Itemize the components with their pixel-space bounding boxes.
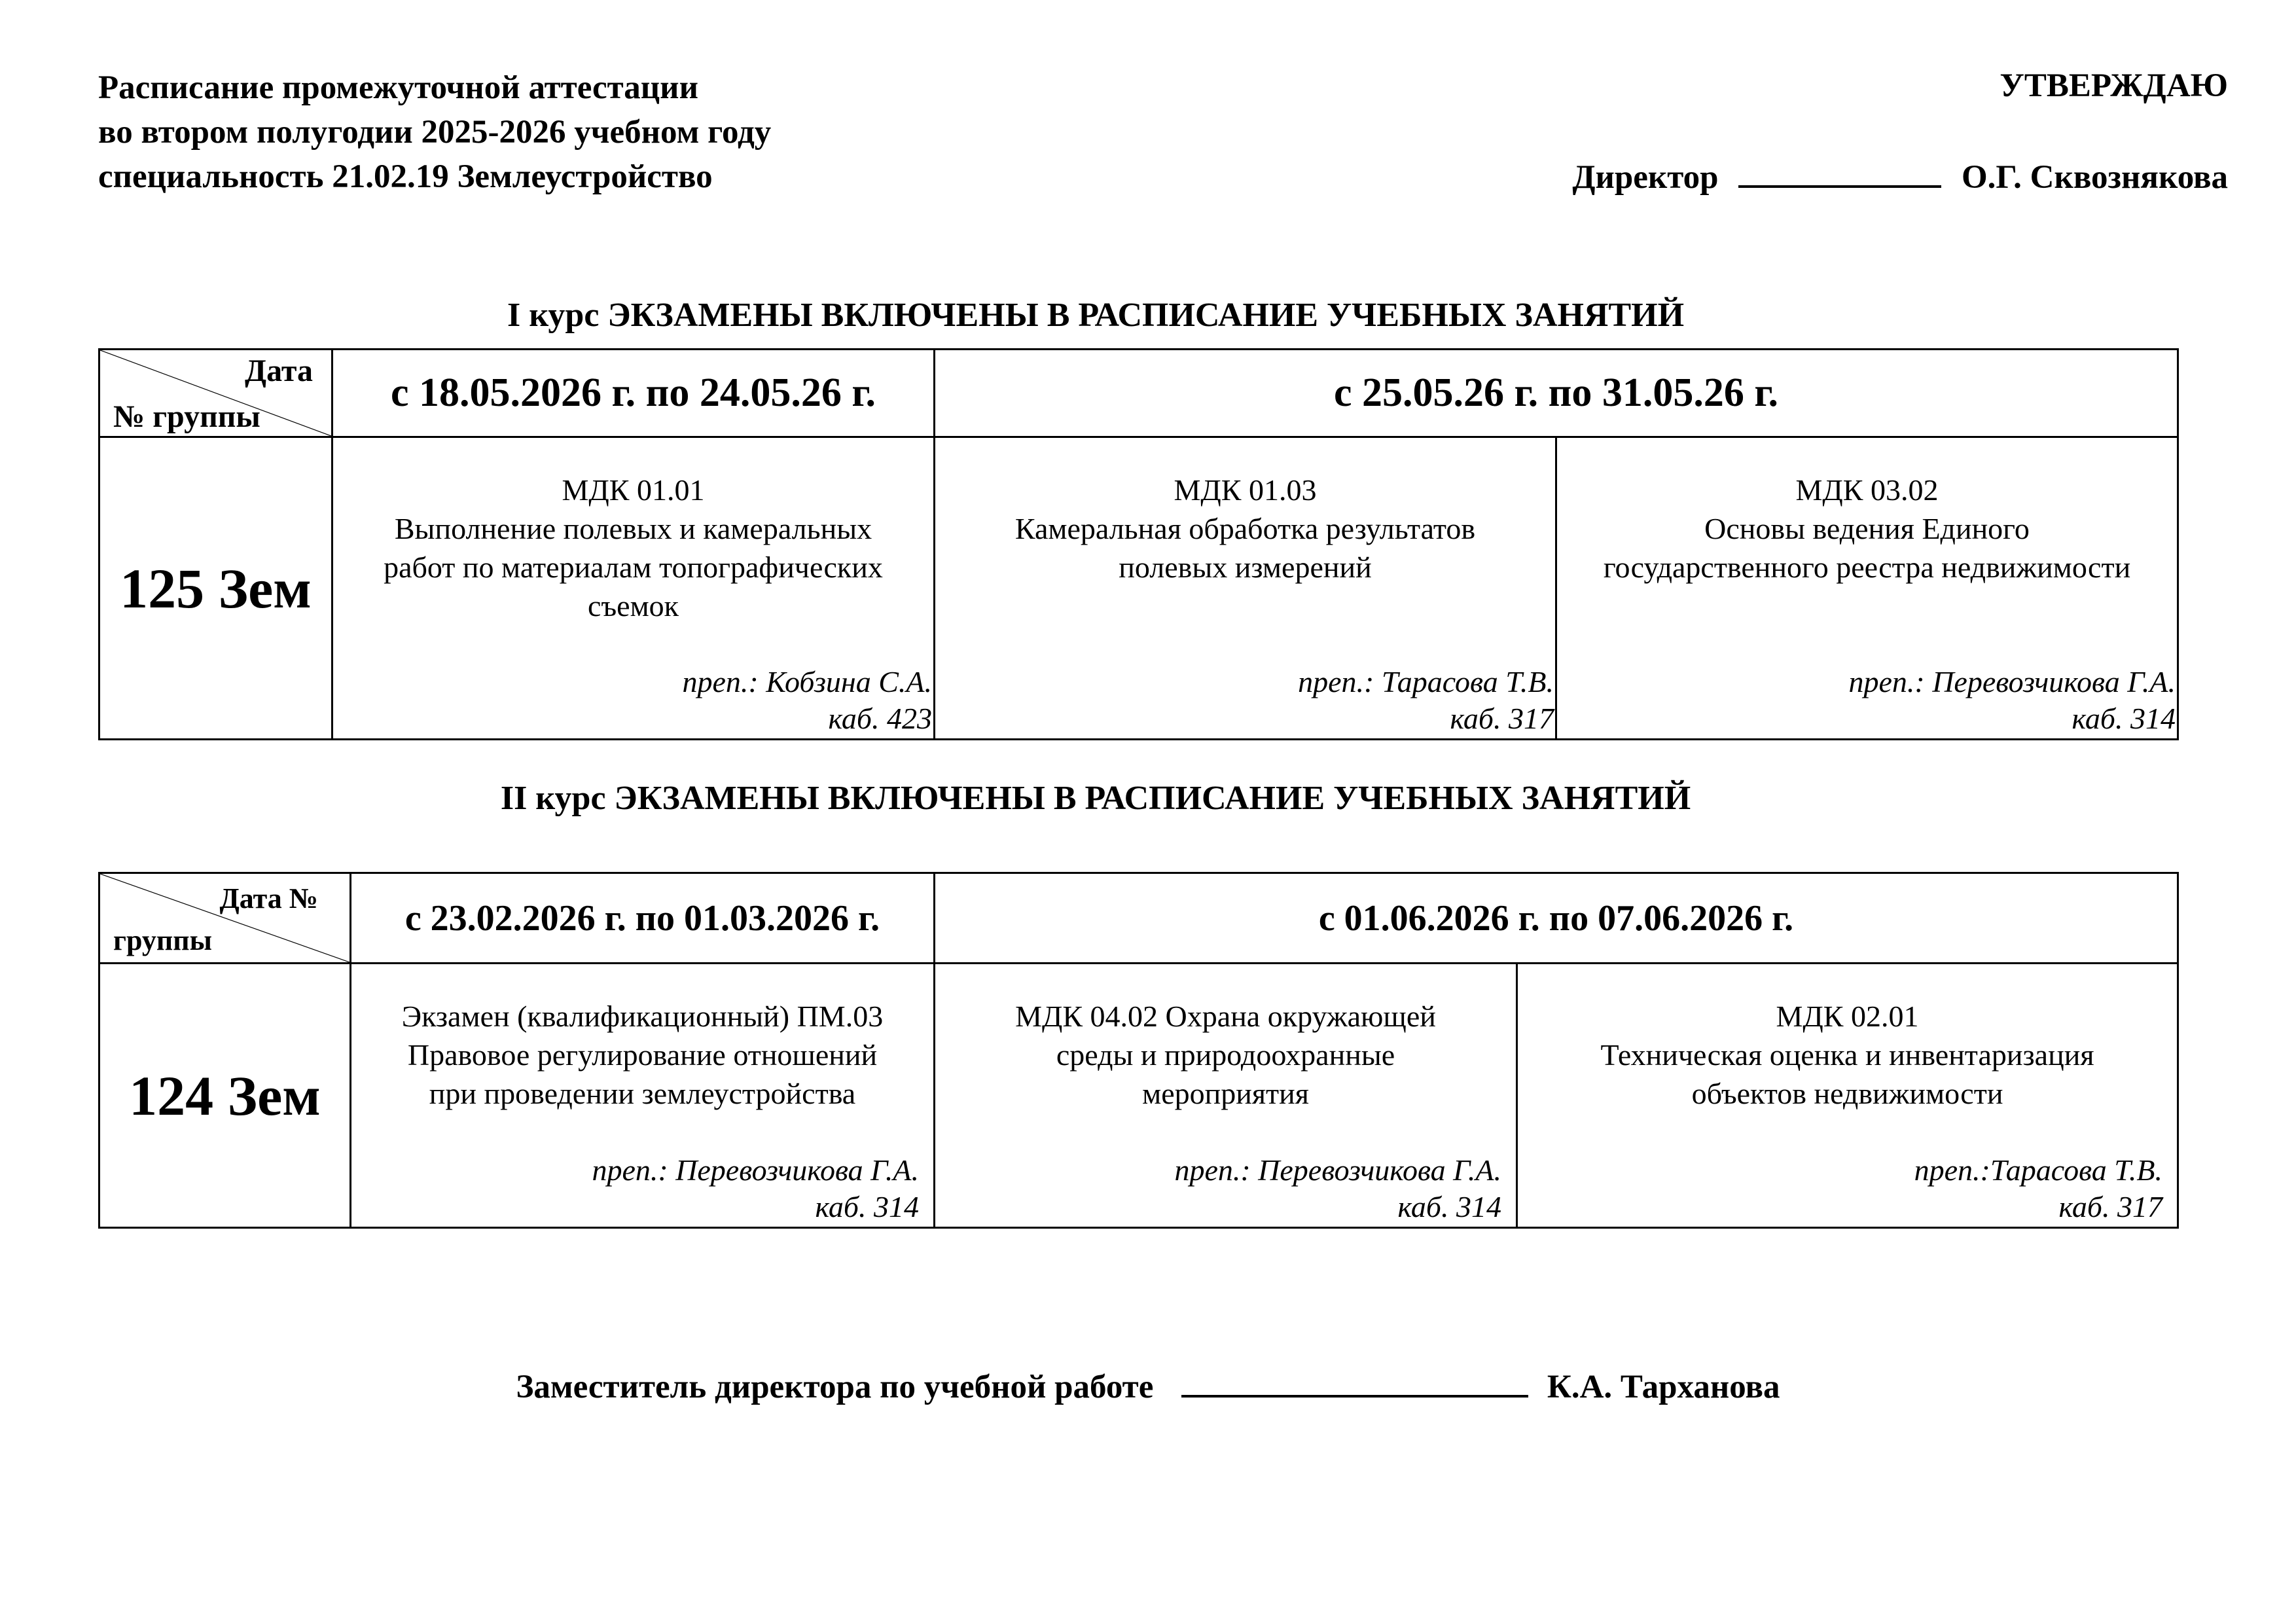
exam-teacher — [683, 664, 933, 737]
deputy-label: Заместитель директора по учебной работе — [516, 1369, 1154, 1405]
exam-code: Экзамен (квалификационный) ПМ.03 — [401, 1000, 884, 1033]
course1-table — [98, 348, 2179, 740]
subject-line: Техническая оценка и инвентаризация — [1600, 1038, 2094, 1072]
corner-group-label: № группы — [113, 399, 260, 434]
group-cell: 124 Зем — [99, 964, 351, 1228]
exam-code: МДК 04.02 Охрана окружающей — [1015, 1000, 1436, 1033]
corner-cell — [99, 350, 332, 437]
teacher-name: преп.: Перевозчикова Г.А. — [1848, 665, 2176, 698]
subject-line: мероприятия — [1142, 1077, 1309, 1110]
subject-line: Основы ведения Единого — [1704, 512, 2030, 545]
corner-date-label: Дата № — [219, 882, 318, 914]
room-number: каб. 314 — [1397, 1190, 1501, 1223]
subject-line: съемок — [587, 589, 679, 623]
exam-cell — [935, 437, 1556, 740]
subject-line: Правовое регулирование отношений — [407, 1038, 878, 1072]
exam-teacher — [1174, 1152, 1501, 1225]
title-line: во втором полугодии 2025-2026 учебном году — [98, 114, 772, 151]
exam-code: МДК 01.01 — [562, 473, 705, 507]
course2-title: II курс ЭКЗАМЕНЫ ВКЛЮЧЕНЫ В РАСПИСАНИЕ УЧЕБНЫХ ЗАНЯТИЙ — [500, 780, 1691, 817]
exam-subject — [1518, 964, 2177, 1113]
deputy-signature — [0, 1368, 2296, 1406]
exam-code: МДК 01.03 — [1174, 473, 1317, 507]
teacher-name: преп.: Перевозчикова Г.А. — [1174, 1153, 1501, 1187]
exam-code: МДК 03.02 — [1795, 473, 1939, 507]
room-number: каб. 314 — [2072, 702, 2176, 735]
course1-title: I курс ЭКЗАМЕНЫ ВКЛЮЧЕНЫ В РАСПИСАНИЕ УЧЕБНЫХ ЗАНЯТИЙ — [507, 297, 1685, 334]
teacher-name: преп.: Кобзина С.А. — [682, 665, 932, 698]
period-header: с 18.05.2026 г. по 24.05.26 г. — [332, 350, 935, 437]
exam-teacher — [1298, 664, 1554, 737]
signature-line — [1181, 1369, 1528, 1398]
exam-subject — [1557, 438, 2177, 586]
approval-label: УТВЕРЖДАЮ — [2000, 67, 2228, 104]
period-header: с 23.02.2026 г. по 01.03.2026 г. — [351, 873, 935, 964]
exam-subject — [935, 438, 1555, 586]
document-title — [98, 65, 771, 199]
room-number: каб. 317 — [2058, 1190, 2163, 1223]
exam-cell — [1517, 964, 2178, 1228]
title-line: специальность 21.02.19 Землеустройство — [98, 158, 713, 195]
teacher-name: преп.:Тарасова Т.В. — [1914, 1153, 2163, 1187]
group-cell: 125 Зем — [99, 437, 332, 740]
exam-code: МДК 02.01 — [1776, 1000, 1919, 1033]
room-number: каб. 314 — [815, 1190, 919, 1223]
subject-line: Камеральная обработка результатов — [1014, 512, 1476, 545]
exam-teacher — [1914, 1152, 2162, 1225]
subject-line: Выполнение полевых и камеральных — [394, 512, 872, 545]
subject-line: полевых измерений — [1119, 550, 1372, 584]
exam-teacher — [1848, 664, 2176, 737]
subject-line: объектов недвижимости — [1691, 1077, 2003, 1110]
exam-subject — [935, 964, 1516, 1113]
title-line: Расписание промежуточной аттестации — [98, 69, 698, 106]
exam-cell — [351, 964, 935, 1228]
room-number: каб. 317 — [1450, 702, 1554, 735]
teacher-name: преп.: Перевозчикова Г.А. — [592, 1153, 919, 1187]
exam-subject — [351, 964, 933, 1113]
exam-subject — [333, 438, 933, 625]
subject-line: среды и природоохранные — [1056, 1038, 1395, 1072]
director-label: Директор — [1572, 159, 1719, 196]
period-header: с 01.06.2026 г. по 07.06.2026 г. — [935, 873, 2178, 964]
subject-line: государственного реестра недвижимости — [1603, 550, 2131, 584]
subject-line: работ по материалам топографических — [384, 550, 883, 584]
course2-table — [98, 872, 2179, 1229]
period-header: с 25.05.26 г. по 31.05.26 г. — [935, 350, 2178, 437]
director-signature — [1572, 158, 2228, 196]
exam-cell — [1556, 437, 2178, 740]
corner-group-label: группы — [113, 924, 212, 956]
room-number: каб. 423 — [828, 702, 932, 735]
exam-teacher — [592, 1152, 919, 1225]
teacher-name: преп.: Тарасова Т.В. — [1298, 665, 1554, 698]
signature-line — [1738, 159, 1941, 188]
exam-cell — [935, 964, 1517, 1228]
deputy-name: К.А. Тарханова — [1547, 1369, 1780, 1405]
director-name: О.Г. Сквознякова — [1962, 159, 2228, 196]
subject-line: при проведении землеустройства — [429, 1077, 856, 1110]
corner-date-label: Дата — [245, 353, 313, 388]
exam-cell — [332, 437, 935, 740]
corner-cell — [99, 873, 351, 964]
